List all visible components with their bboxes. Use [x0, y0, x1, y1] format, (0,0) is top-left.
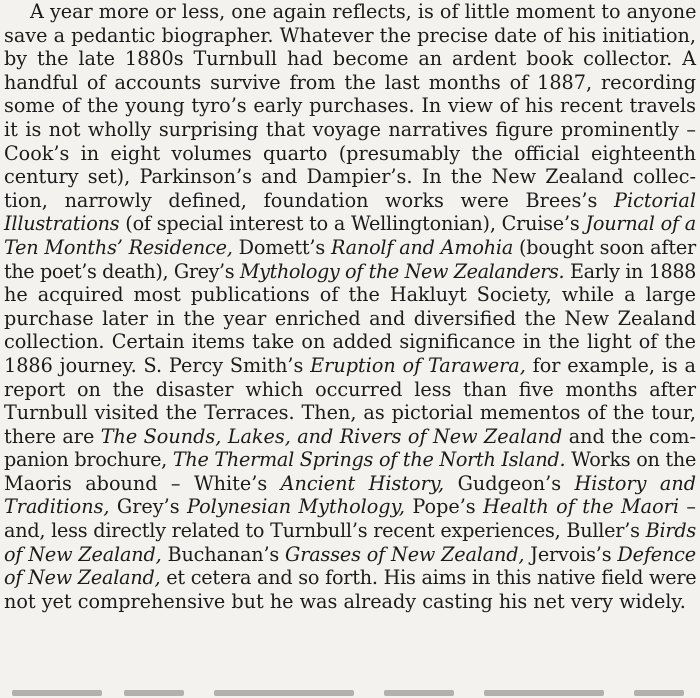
text-line: [4, 448, 696, 472]
text-run: Grey’s: [109, 495, 187, 519]
italic-title-text: Polynesian Mythology,: [186, 495, 405, 519]
italic-title-text: of New Zealand,: [4, 542, 162, 566]
italic-title-text: Pictorial: [614, 188, 696, 212]
text-line: [4, 94, 696, 118]
italic-title-text: Mythology of the New Zealanders.: [239, 259, 565, 283]
italic-title-text: Ranolf and Amohia: [330, 235, 514, 259]
text-line: [4, 165, 696, 189]
text-line: [4, 118, 696, 142]
text-run: Gudgeon’s: [444, 471, 575, 495]
text-run: century set), Parkinson’s and Dampier’s. In the New Zealand collec-: [4, 165, 696, 189]
text-line: [4, 142, 696, 166]
text-line: [4, 283, 696, 307]
text-line: [4, 47, 696, 71]
italic-title-text: Defence: [617, 542, 696, 566]
text-run: the poet’s death), Grey’s: [4, 259, 240, 283]
text-line: [4, 495, 696, 519]
italic-title-text: Eruption of Tarawera,: [310, 353, 526, 377]
text-run: (bought soon after: [513, 235, 697, 259]
text-run: tion, narrowly defined, foundation works were Brees’s: [4, 188, 615, 212]
italic-title-text: Illustrations: [4, 212, 120, 236]
text-run: Domett’s: [232, 235, 331, 259]
italic-title-text: The Thermal Springs of the North Island.: [172, 448, 566, 472]
text-run: Cook’s in eight volumes quarto (presumably the official eighteenth: [4, 141, 696, 165]
text-run: panion brochure,: [4, 448, 173, 472]
text-run: Turnbull visited the Terraces. Then, as pictorial mementos of the tour,: [4, 401, 696, 425]
text-run: it is not wholly surprising that voyage narratives figure prominently –: [4, 117, 696, 141]
text-line: [4, 260, 696, 284]
text-run: Early in 1888: [564, 259, 696, 283]
text-run: for example, is a: [525, 353, 696, 377]
text-run: purchase later in the year enriched and diversified the New Zealand: [4, 306, 696, 330]
text-run: collection. Certain items take on added significance in the light of the: [4, 330, 696, 354]
italic-title-text: History and: [574, 471, 696, 495]
italic-title-text: Birds: [645, 519, 696, 543]
text-line: [4, 189, 696, 213]
text-run: Jervois’s: [524, 542, 618, 566]
italic-title-text: Traditions,: [4, 495, 110, 519]
text-run: –: [679, 495, 696, 519]
text-run: by the late 1880s Turnbull had become an ardent book collector. A: [4, 47, 696, 71]
text-line: [4, 543, 696, 567]
cropped-next-line: [4, 688, 696, 698]
italic-title-text: Journal of a: [585, 212, 697, 236]
text-run: report on the disaster which occurred less than five months after: [4, 377, 696, 401]
text-line: [4, 354, 696, 378]
body-text: [4, 0, 696, 613]
text-run: Buchanan’s: [161, 542, 286, 566]
text-line: [4, 472, 696, 496]
text-run: 1886 journey. S. Percy Smith’s: [4, 353, 311, 377]
italic-title-text: The Sounds, Lakes, and Rivers of New Zealand: [100, 424, 563, 448]
text-line: [4, 566, 696, 590]
text-line: [4, 425, 696, 449]
text-line: [4, 307, 696, 331]
text-line: [4, 0, 696, 24]
text-run: not yet comprehensive but he was already casting his net very widely.: [4, 589, 686, 613]
text-line: [4, 519, 696, 543]
italic-title-text: Health of the Maori: [483, 495, 679, 519]
text-run: A year more or less, one again reflects, is of little moment to anyone: [30, 0, 697, 23]
text-line: [4, 236, 696, 260]
text-line: [4, 212, 696, 236]
text-line: [4, 71, 696, 95]
text-run: and the com-: [562, 424, 696, 448]
text-line: [4, 378, 696, 402]
text-run: he acquired most publications of the Hakluyt Society, while a large: [4, 283, 696, 307]
text-run: et cetera and so forth. His aims in this native field were: [160, 566, 697, 590]
text-line: [4, 330, 696, 354]
text-run: save a pedantic biographer. Whatever the precise date of his initiation,: [4, 23, 696, 47]
text-run: Works on the: [565, 448, 697, 472]
text-run: and, less directly related to Turnbull’s recent experiences, Buller’s: [4, 519, 646, 543]
text-line: [4, 590, 696, 614]
text-run: Pope’s: [404, 495, 484, 519]
text-run: (of special interest to a Wellingtonian), Cruise’s: [119, 212, 586, 236]
text-run: there are: [4, 424, 101, 448]
text-line: [4, 24, 696, 48]
italic-title-text: Ancient History,: [280, 471, 445, 495]
text-run: handful of accounts survive from the last months of 1887, recording: [4, 70, 696, 94]
italic-title-text: of New Zealand,: [4, 566, 161, 590]
text-line: [4, 401, 696, 425]
italic-title-text: Grasses of New Zealand,: [285, 542, 525, 566]
text-run: Maoris abound – White’s: [4, 471, 281, 495]
text-run: some of the young tyro’s early purchases. In view of his recent travels: [4, 94, 696, 118]
italic-title-text: Ten Months’ Residence,: [4, 235, 233, 259]
